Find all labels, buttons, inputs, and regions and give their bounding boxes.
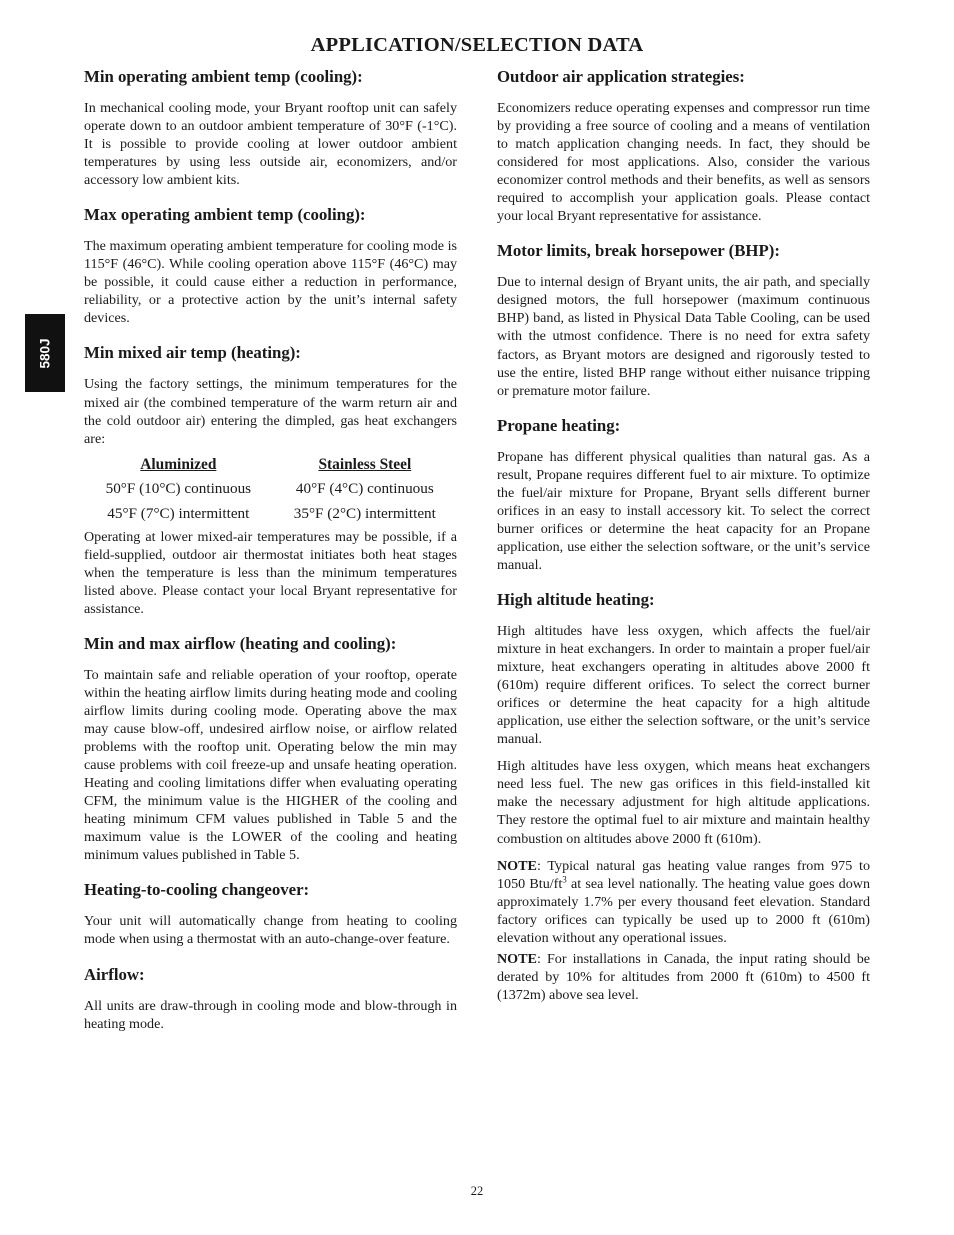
section-paragraph: Propane has different physical qualities than natural gas. As a result, Propane requires different fuel to air mixture. To optimize the fuel/air mixture for Propane, Bryant sells different burner orifices in an easy to install accessory kit. To select the correct burner orifices or determine the heat capacity for an Propane application, use either the selection software, or the unit’s service manual. <box>497 448 870 573</box>
section-paragraph: High altitudes have less oxygen, which means heat exchangers need less fuel. The new gas orifices in this field-installed kit make the necessary adjustment for high altitude applications. They restore the optimal fuel to air mixture and maintain healthy combustion on altitudes above 2000 ft (610m). <box>497 758 870 847</box>
section-paragraph: High altitudes have less oxygen, which affects the fuel/air mixture in heat exchangers. In order to maintain a proper fuel/air mixture, heat exchangers operating in altitudes above 2000 ft (610m) require different orifices. To select the correct burner orifices or determine the heat capacity for a high altitude application, use either the selection software, or the unit’s service manual. <box>497 622 870 748</box>
note-superscript: 3 <box>562 873 567 884</box>
section-heading: Min operating ambient temp (cooling): <box>84 67 363 86</box>
side-tab-label: 580J <box>37 337 53 369</box>
note-paragraph <box>497 950 870 1004</box>
min-temp-table <box>84 454 457 526</box>
page-number: 22 <box>470 1184 484 1198</box>
table-cell: 40°F (4°C) continuous <box>295 479 434 497</box>
section-heading: Max operating ambient temp (cooling): <box>84 205 366 225</box>
table-header-stainless: Stainless Steel <box>318 455 412 473</box>
table-cell: 35°F (2°C) intermittent <box>293 504 436 522</box>
table-row <box>84 476 457 501</box>
section-paragraph: Using the factory settings, the minimum temperatures for the mixed air (the combined temperature of the warm return air and the cold outdoor air) entering the dimpled, gas heat exchangers are: <box>84 376 457 447</box>
section-heading: Airflow: <box>84 964 145 984</box>
section-heading: Heating-to-cooling changeover: <box>84 880 310 900</box>
section-paragraph: Operating at lower mixed-air temperatures may be possible, if a field-supplied, outdoor air thermostat initiates both heat stages when the temperature is less than the minimum temperatures listed above. Please contact your local Bryant representative for assistance. <box>84 528 457 617</box>
section-heading: Outdoor air application strategies: <box>497 67 745 86</box>
section-paragraph: In mechanical cooling mode, your Bryant rooftop unit can safely operate down to an outdoor ambient temperature of 30°F (-1°C). It is possible to provide cooling at lower outdoor ambient temperatures by using less outside air, economizers, and/or accessory low ambient kits. <box>84 100 457 189</box>
section-paragraph: Economizers reduce operating expenses and compressor run time by providing a free source of cooling and a means of ventilation to match application changing needs. In fact, they should be considered for most applications. Also, consider the various economizer control methods and their benefits, as well as sensors required to accomplish your application goals. Please contact your local Bryant representative for assistance. <box>497 100 870 225</box>
section-heading: Min and max airflow (heating and cooling): <box>84 633 397 653</box>
table-cell: 45°F (7°C) intermittent <box>107 504 250 522</box>
section-heading: High altitude heating: <box>497 589 655 609</box>
section-paragraph: Due to internal design of Bryant units, the air path, and specially designed motors, the full horsepower (maximum continuous BHP) band, as listed in Physical Data Table Cooling, can be used with the utmost confidence. There is no need for extra safety factors, as Bryant motors are designed and rigorously tested to use the entire, listed BHP range without either nuisance tripping or premature motor failure. <box>497 274 870 399</box>
note-paragraph <box>497 857 870 947</box>
table-header-row <box>84 454 457 476</box>
note-label: NOTE <box>497 857 537 874</box>
table-header-aluminized: Aluminized <box>140 455 217 473</box>
section-heading: Propane heating: <box>497 415 621 435</box>
left-column <box>84 64 457 1033</box>
side-tab <box>25 314 65 392</box>
section-paragraph: To maintain safe and reliable operation of your rooftop, operate within the heating airflow limits during heating mode and cooling airflow limits during cooling mode. Operating above the max may cause blow-off, undesired airflow noise, or airflow related problems with the rooftop unit. Operating below the min may cause problems with coil freeze-up and unsafe heating operation. Heating and cooling limitations differ when evaluating operating CFM, the minimum value is the HIGHER of the cooling and heating minimum CFM values published in Table 5 and the maximum value is the LOWER of the cooling and heating minimum values published in Table 5. <box>84 666 457 864</box>
note-text: at sea level nationally. The heating value goes down approximately 1.7% per every thousand feet elevation. Standard factory orifices can typically be used up to 2000 ft (610m) elevation without any operational issues. <box>497 875 870 946</box>
page-title: APPLICATION/SELECTION DATA <box>310 34 644 56</box>
table-row <box>84 501 457 526</box>
note-text: : Typical natural gas heating value ranges from 975 to 1050 Btu/ft <box>497 857 870 892</box>
section-heading: Motor limits, break horsepower (BHP): <box>497 241 780 261</box>
note-label: NOTE <box>497 950 537 967</box>
right-column <box>497 64 870 1004</box>
section-paragraph: Your unit will automatically change from heating to cooling mode when using a thermostat with an auto-change-over feature. <box>84 913 457 948</box>
section-heading: Min mixed air temp (heating): <box>84 343 301 363</box>
section-paragraph: The maximum operating ambient temperature for cooling mode is 115°F (46°C). While cooling operation above 115°F (46°C) may be possible, it could cause either a reduction in performance, reliability, or a protective action by the unit’s internal safety devices. <box>84 238 457 327</box>
section-paragraph: All units are draw-through in cooling mode and blow-through in heating mode. <box>84 997 457 1032</box>
table-cell: 50°F (10°C) continuous <box>105 479 252 497</box>
note-text: : For installations in Canada, the input rating should be derated by 10% for altitudes from 2000 ft (610m) to 4500 ft (1372m) above sea level. <box>497 950 870 1003</box>
